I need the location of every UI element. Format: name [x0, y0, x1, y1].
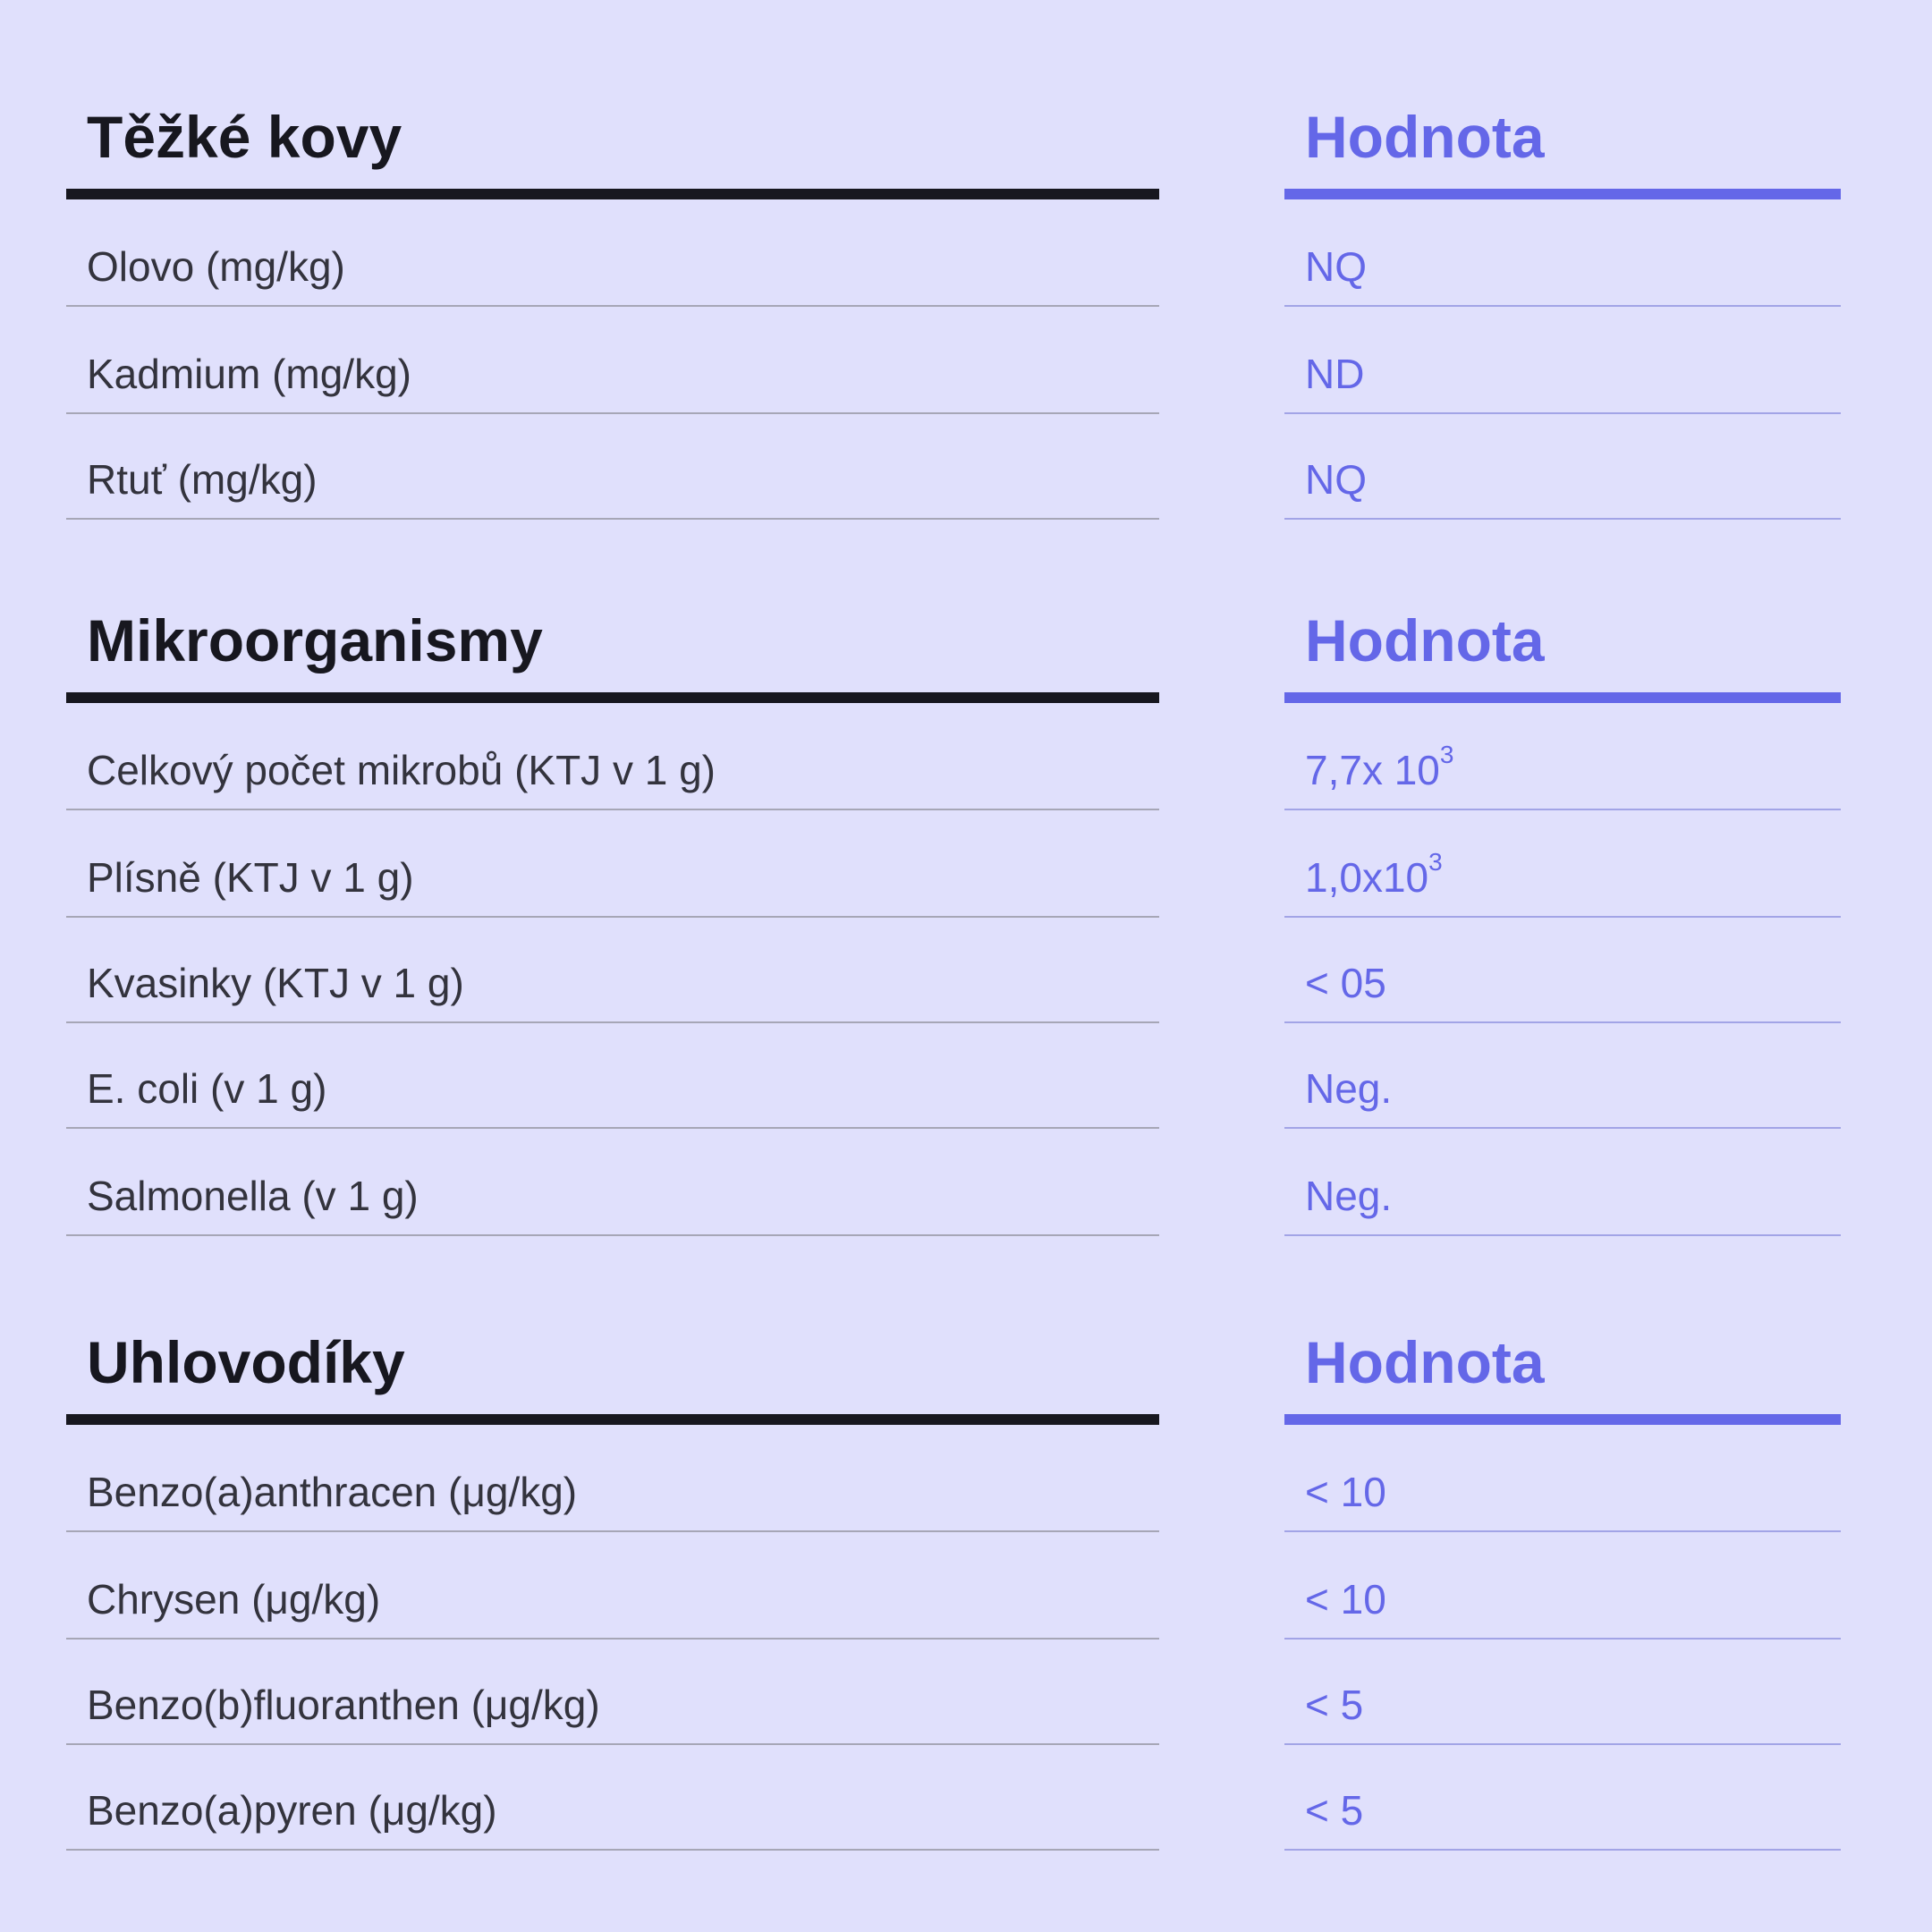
header-rule: [66, 692, 1159, 703]
value-header: Hodnota: [1305, 607, 1545, 674]
row-value: [1305, 1681, 1363, 1729]
value-row: [1284, 703, 1841, 810]
value-row: [1284, 1743, 1841, 1851]
value-text: < 05: [1305, 960, 1386, 1006]
value-row: [1284, 412, 1841, 520]
row-value: [1305, 1575, 1386, 1623]
row-label: Benzo(b)fluoranthen (μg/kg): [87, 1682, 600, 1728]
value-row: [1284, 1129, 1841, 1236]
value-text: Neg.: [1305, 1173, 1393, 1219]
row-label: Celkový počet mikrobů (KTJ v 1 g): [87, 747, 716, 793]
table-row: [66, 703, 1159, 810]
value-header: Hodnota: [1305, 104, 1545, 170]
row-value: [1305, 959, 1386, 1007]
table-row: [66, 307, 1159, 414]
row-label: Chrysen (μg/kg): [87, 1576, 381, 1623]
table-row: [66, 1425, 1159, 1532]
table-row: [66, 1532, 1159, 1640]
row-value: [1305, 455, 1367, 504]
row-label: E. coli (v 1 g): [87, 1065, 327, 1112]
row-value: [1305, 1172, 1392, 1220]
table-row: [66, 1021, 1159, 1129]
value-header-rule: [1284, 189, 1841, 199]
row-value: [1305, 1468, 1386, 1516]
value-exponent: 3: [1439, 741, 1454, 768]
value-text: Neg.: [1305, 1065, 1393, 1112]
table-row: [66, 1129, 1159, 1236]
value-exponent: 3: [1428, 848, 1443, 876]
table-row: [66, 1743, 1159, 1851]
value-text: ND: [1305, 351, 1365, 397]
row-label: Kvasinky (KTJ v 1 g): [87, 960, 464, 1006]
table-row: [66, 412, 1159, 520]
value-row: [1284, 1638, 1841, 1745]
row-label: Plísně (KTJ v 1 g): [87, 854, 414, 901]
row-label: Benzo(a)anthracen (μg/kg): [87, 1469, 578, 1515]
value-text: 7,7x 10: [1305, 747, 1440, 793]
value-header-rule: [1284, 692, 1841, 703]
row-label: Olovo (mg/kg): [87, 243, 345, 290]
value-row: [1284, 1425, 1841, 1532]
row-value: [1305, 1786, 1363, 1835]
table-row: [66, 199, 1159, 307]
value-header-rule: [1284, 1414, 1841, 1425]
value-text: < 5: [1305, 1682, 1364, 1728]
value-row: [1284, 199, 1841, 307]
section-title: Mikroorganismy: [87, 607, 543, 674]
table-row: [66, 810, 1159, 918]
row-label: Rtuť (mg/kg): [87, 456, 318, 503]
value-row: [1284, 810, 1841, 918]
value-row: [1284, 916, 1841, 1023]
header-rule: [66, 189, 1159, 199]
table-row: [66, 916, 1159, 1023]
row-value: [1305, 1064, 1392, 1113]
value-text: < 5: [1305, 1787, 1364, 1834]
value-text: NQ: [1305, 456, 1367, 503]
value-text: NQ: [1305, 243, 1367, 290]
row-label: Benzo(a)pyren (μg/kg): [87, 1787, 497, 1834]
section-title: Uhlovodíky: [87, 1329, 405, 1395]
row-value: [1305, 242, 1367, 291]
value-text: < 10: [1305, 1576, 1386, 1623]
table-row: [66, 1638, 1159, 1745]
value-text: < 10: [1305, 1469, 1386, 1515]
value-header: Hodnota: [1305, 1329, 1545, 1395]
row-label: Salmonella (v 1 g): [87, 1173, 419, 1219]
value-row: [1284, 1532, 1841, 1640]
row-label: Kadmium (mg/kg): [87, 351, 411, 397]
value-text: 1,0x10: [1305, 854, 1429, 901]
row-value: [1305, 741, 1454, 794]
row-value: [1305, 848, 1443, 902]
row-value: [1305, 350, 1364, 398]
header-rule: [66, 1414, 1159, 1425]
value-row: [1284, 1021, 1841, 1129]
value-row: [1284, 307, 1841, 414]
section-title: Těžké kovy: [87, 104, 402, 170]
